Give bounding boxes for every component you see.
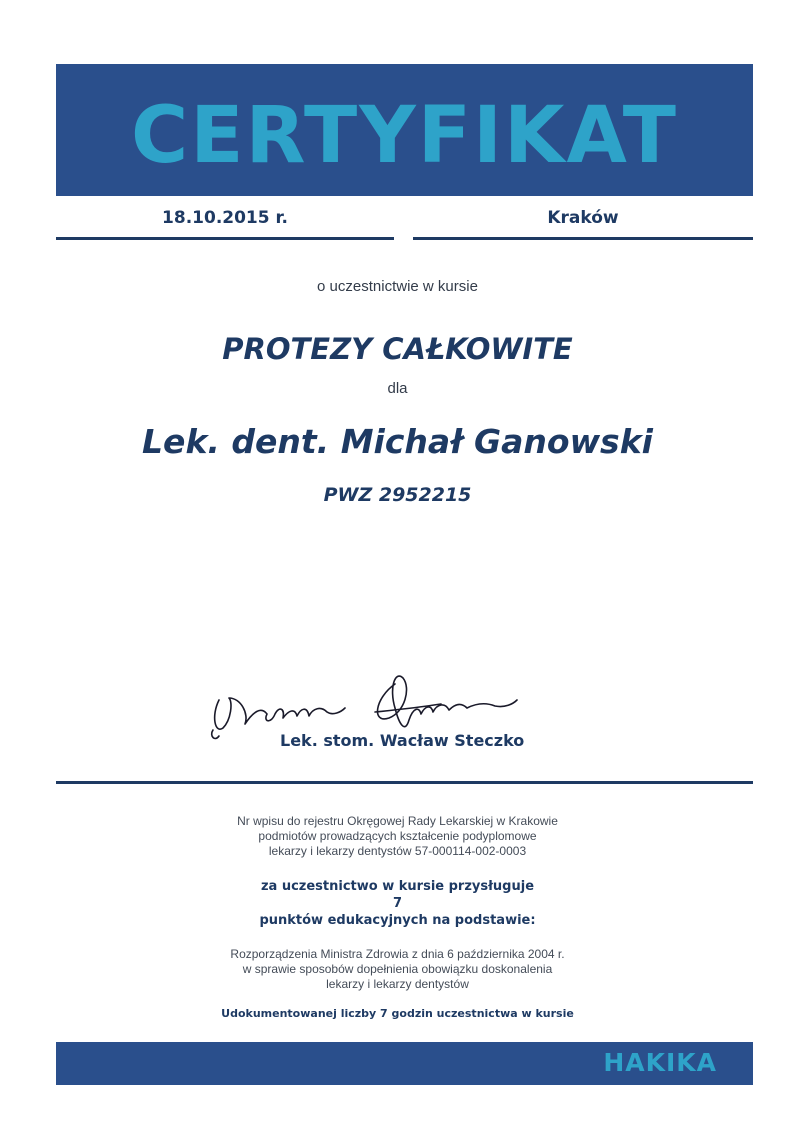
pwz-number: PWZ 2952215 — [323, 484, 472, 506]
signatory-name: Lek. stom. Wacław Steczko — [280, 731, 525, 750]
issue-date: 18.10.2015 r. — [162, 208, 288, 228]
regulation-line-2: w sprawie sposobów dopełnienia obowiązku doskonalenia — [242, 962, 553, 976]
points-value: 7 — [392, 896, 403, 911]
regulation-line-3: lekarzy i lekarzy dentystów — [326, 977, 469, 991]
hakika-logo: HAKIKA — [603, 1048, 717, 1077]
course-name: PROTEZY CAŁKOWITE — [222, 332, 573, 366]
city-underline — [413, 237, 753, 240]
participant-name: Lek. dent. Michał Ganowski — [142, 422, 653, 461]
issue-city: Kraków — [547, 208, 619, 228]
footer-band — [56, 1042, 753, 1085]
registry-line-3: lekarzy i lekarzy dentystów 57-000114-002-0003 — [268, 844, 527, 858]
points-line-2: punktów edukacyjnych na podstawie: — [259, 913, 536, 928]
registry-line-1: Nr wpisu do rejestru Okręgowej Rady Lekarskiej w Krakowie — [237, 814, 558, 828]
certificate-title: CERTYFIKAT — [130, 91, 679, 181]
date-underline — [56, 237, 394, 240]
section-divider — [56, 781, 753, 784]
for-word: dla — [387, 380, 408, 397]
registry-line-2: podmiotów prowadzących kształcenie podyplomowe — [258, 829, 537, 843]
regulation-line-1: Rozporządzenia Ministra Zdrowia z dnia 6 października 2004 r. — [230, 947, 565, 961]
header-band — [56, 64, 753, 196]
points-line-1: za uczestnictwo w kursie przysługuje — [260, 879, 535, 894]
hours-note: Udokumentowanej liczby 7 godzin uczestnictwa w kursie — [221, 1007, 574, 1020]
course-intro: o uczestnictwie w kursie — [317, 278, 478, 295]
